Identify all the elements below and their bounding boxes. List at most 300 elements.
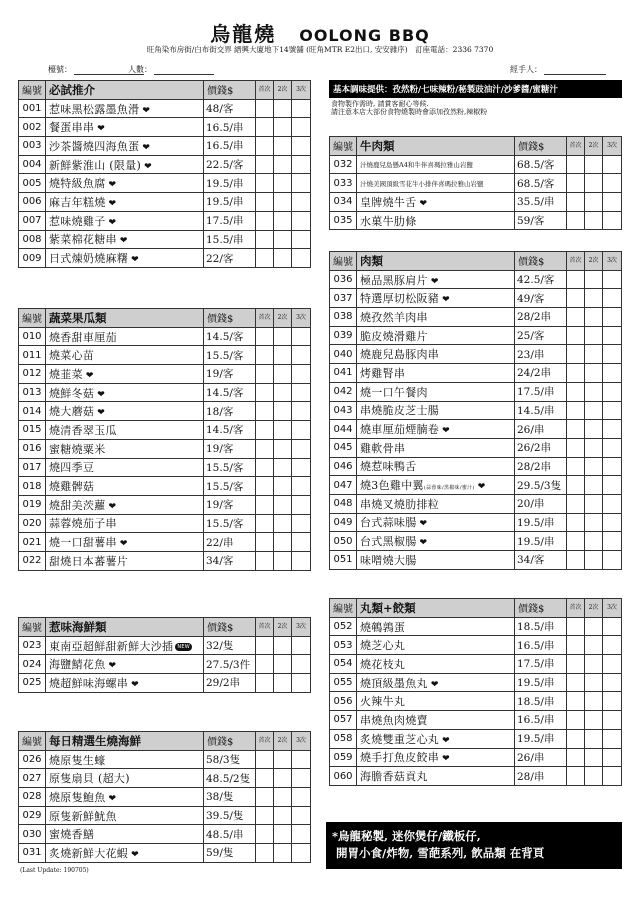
first-order-qty-cell[interactable] [567, 748, 585, 767]
first-order-qty-cell[interactable] [256, 99, 274, 118]
heart-icon: ❤ [108, 793, 117, 804]
restaurant-title [210, 22, 429, 46]
second-order-qty-cell[interactable] [274, 458, 292, 477]
first-order-qty-cell[interactable] [567, 655, 585, 674]
column-price-header: 價錢$ [515, 252, 567, 271]
menu-item-row [330, 748, 622, 767]
item-name: 雞軟骨串 [360, 441, 406, 455]
first-order-qty-cell[interactable] [256, 844, 274, 863]
section-seafood [18, 617, 311, 693]
third-order-qty-cell[interactable] [292, 551, 311, 570]
second-order-qty-cell[interactable] [585, 692, 603, 711]
footer-line-2: 開胃小食/炸物, 雪葩系列, 飲品類 在背頁 [336, 846, 545, 860]
second-order-qty-cell[interactable] [585, 420, 603, 439]
first-order-qty-cell[interactable] [256, 137, 274, 156]
third-order-qty-cell[interactable] [603, 193, 622, 212]
item-name-cell [46, 533, 204, 552]
second-order-qty-cell[interactable] [585, 345, 603, 364]
item-name: 麻吉年糕燒 [49, 195, 106, 209]
first-order-qty-cell[interactable] [567, 532, 585, 551]
item-name: 燒四季豆 [49, 461, 95, 475]
third-order-qty-cell[interactable] [292, 825, 311, 844]
third-order-qty-cell[interactable] [603, 457, 622, 476]
item-name-cell [46, 211, 204, 230]
item-price: 14.5/客 [204, 383, 256, 402]
item-name-cell [357, 494, 515, 513]
second-order-qty-cell[interactable] [585, 617, 603, 636]
second-order-qty-cell[interactable] [585, 711, 603, 730]
column-second-order-header: 2次 [585, 252, 603, 271]
first-order-qty-cell[interactable] [256, 327, 274, 346]
item-number: 014 [19, 402, 46, 421]
item-name-cell [46, 155, 204, 174]
item-name: 燒3色雞中翼 [360, 479, 424, 493]
heart-icon: ❤ [419, 519, 428, 530]
third-order-qty-cell[interactable] [603, 513, 622, 532]
item-name-cell [357, 211, 515, 230]
third-order-qty-cell[interactable] [292, 327, 311, 346]
second-order-qty-cell[interactable] [274, 99, 292, 118]
second-order-qty-cell[interactable] [585, 382, 603, 401]
first-order-qty-cell[interactable] [567, 193, 585, 212]
third-order-qty-cell[interactable] [292, 402, 311, 421]
third-order-qty-cell[interactable] [292, 383, 311, 402]
first-order-qty-cell[interactable] [567, 617, 585, 636]
first-order-qty-cell[interactable] [567, 476, 585, 495]
item-price: 26/串 [515, 748, 567, 767]
second-order-qty-cell[interactable] [585, 673, 603, 692]
first-order-qty-cell[interactable] [567, 636, 585, 655]
item-name: 燒車厘茄煙腩卷 [360, 423, 440, 437]
third-order-qty-cell[interactable] [603, 211, 622, 230]
first-order-qty-cell[interactable] [567, 457, 585, 476]
item-name-cell [357, 382, 515, 401]
item-name-cell [357, 457, 515, 476]
first-order-qty-cell[interactable] [256, 193, 274, 212]
third-order-qty-cell[interactable] [292, 230, 311, 249]
item-price: 19/客 [204, 495, 256, 514]
third-order-qty-cell[interactable] [603, 729, 622, 748]
last-update: (Last Update: 190705) [20, 867, 89, 874]
second-order-qty-cell[interactable] [585, 748, 603, 767]
footer-notice [326, 822, 622, 869]
item-number: 054 [330, 655, 357, 674]
second-order-qty-cell[interactable] [585, 551, 603, 570]
column-id-header: 編號 [19, 732, 46, 751]
third-order-qty-cell[interactable] [292, 421, 311, 440]
second-order-qty-cell[interactable] [585, 326, 603, 345]
second-order-qty-cell[interactable] [274, 118, 292, 137]
first-order-qty-cell[interactable] [256, 750, 274, 769]
section-daily-seafood [18, 731, 311, 863]
first-order-qty-cell[interactable] [256, 495, 274, 514]
second-order-qty-cell[interactable] [585, 457, 603, 476]
third-order-qty-cell[interactable] [292, 750, 311, 769]
column-third-order-header: 3次 [292, 309, 311, 328]
item-name: 燒大蘑菇 [49, 405, 95, 419]
item-name: 台式蒜味腸 [360, 516, 417, 530]
column-third-order-header: 3次 [292, 81, 311, 100]
second-order-qty-cell[interactable] [585, 438, 603, 457]
item-name-cell [46, 230, 204, 249]
item-price: 14.5/客 [204, 421, 256, 440]
first-order-qty-cell[interactable] [567, 345, 585, 364]
third-order-qty-cell[interactable] [292, 211, 311, 230]
third-order-qty-cell[interactable] [292, 249, 311, 268]
second-order-qty-cell[interactable] [274, 211, 292, 230]
first-order-qty-cell[interactable] [567, 729, 585, 748]
first-order-qty-cell[interactable] [567, 289, 585, 308]
second-order-qty-cell[interactable] [585, 767, 603, 786]
item-name: 燒孜然羊肉串 [360, 310, 428, 324]
first-order-qty-cell[interactable] [256, 769, 274, 788]
third-order-qty-cell[interactable] [292, 533, 311, 552]
item-number: 043 [330, 401, 357, 420]
heart-icon: ❤ [131, 849, 139, 860]
item-price: 19.5/串 [204, 174, 256, 193]
third-order-qty-cell[interactable] [292, 788, 311, 807]
heart-icon: ❤ [142, 142, 151, 153]
item-price: 18.5/串 [515, 617, 567, 636]
first-order-qty-cell[interactable] [256, 514, 274, 533]
column-second-order-header: 2次 [274, 309, 292, 328]
second-order-qty-cell[interactable] [274, 477, 292, 496]
second-order-qty-cell[interactable] [585, 476, 603, 495]
second-order-qty-cell[interactable] [274, 421, 292, 440]
section-must-try [18, 80, 311, 268]
item-number: 036 [330, 270, 357, 289]
item-price: 22/客 [204, 249, 256, 268]
second-order-qty-cell[interactable] [585, 729, 603, 748]
third-order-qty-cell[interactable] [603, 270, 622, 289]
item-number: 042 [330, 382, 357, 401]
first-order-qty-cell[interactable] [567, 494, 585, 513]
second-order-qty-cell[interactable] [274, 346, 292, 365]
column-price-header: 價錢$ [515, 599, 567, 618]
header-row [330, 137, 622, 156]
item-name: 炙燒新鮮大花蝦 [49, 846, 129, 860]
item-name: 串燒脆皮芝士腸 [360, 404, 440, 418]
first-order-qty-cell[interactable] [256, 655, 274, 674]
column-second-order-header: 2次 [585, 599, 603, 618]
third-order-qty-cell[interactable] [292, 193, 311, 212]
third-order-qty-cell[interactable] [603, 551, 622, 570]
menu-item-row [19, 495, 311, 514]
item-name-cell [46, 174, 204, 193]
first-order-qty-cell[interactable] [567, 326, 585, 345]
item-number: 057 [330, 711, 357, 730]
first-order-qty-cell[interactable] [256, 155, 274, 174]
second-order-qty-cell[interactable] [585, 532, 603, 551]
first-order-qty-cell[interactable] [256, 402, 274, 421]
item-number: 045 [330, 438, 357, 457]
second-order-qty-cell[interactable] [274, 193, 292, 212]
third-order-qty-cell[interactable] [603, 476, 622, 495]
item-name-cell [46, 477, 204, 496]
item-name-cell [46, 495, 204, 514]
third-order-qty-cell[interactable] [603, 767, 622, 786]
third-order-qty-cell[interactable] [603, 711, 622, 730]
first-order-qty-cell[interactable] [256, 533, 274, 552]
third-order-qty-cell[interactable] [292, 365, 311, 384]
first-order-qty-cell[interactable] [567, 513, 585, 532]
first-order-qty-cell[interactable] [567, 211, 585, 230]
first-order-qty-cell[interactable] [567, 420, 585, 439]
third-order-qty-cell[interactable] [603, 345, 622, 364]
item-number: 035 [330, 211, 357, 230]
first-order-qty-cell[interactable] [256, 230, 274, 249]
third-order-qty-cell[interactable] [292, 655, 311, 674]
first-order-qty-cell[interactable] [567, 382, 585, 401]
first-order-qty-cell[interactable] [256, 806, 274, 825]
third-order-qty-cell[interactable] [292, 674, 311, 693]
first-order-qty-cell[interactable] [567, 270, 585, 289]
item-name: 汁燒美國頂級雪花牛小排伴喜瑪拉雅山岩鹽 [360, 179, 484, 188]
first-order-qty-cell[interactable] [256, 383, 274, 402]
third-order-qty-cell[interactable] [603, 673, 622, 692]
second-order-qty-cell[interactable] [585, 513, 603, 532]
second-order-qty-cell[interactable] [585, 401, 603, 420]
item-number: 050 [330, 532, 357, 551]
third-order-qty-cell[interactable] [292, 495, 311, 514]
first-order-qty-cell[interactable] [256, 439, 274, 458]
third-order-qty-cell[interactable] [603, 532, 622, 551]
second-order-qty-cell[interactable] [585, 636, 603, 655]
column-second-order-header: 2次 [274, 81, 292, 100]
item-price: 17.5/串 [204, 211, 256, 230]
address-line: 旺角染布房街/白布街交界 縉興大廈地下14號舖 (旺角MTR E2出口, 安安雜序) 訂座電話：2336 7370 [146, 45, 494, 54]
second-order-qty-cell[interactable] [274, 137, 292, 156]
second-order-qty-cell[interactable] [585, 308, 603, 327]
first-order-qty-cell[interactable] [567, 174, 585, 193]
column-third-order-header: 3次 [603, 252, 622, 271]
first-order-qty-cell[interactable] [256, 458, 274, 477]
menu-item-row [330, 193, 622, 212]
item-name-cell [357, 401, 515, 420]
third-order-qty-cell[interactable] [292, 118, 311, 137]
third-order-qty-cell[interactable] [603, 617, 622, 636]
item-name-cell [357, 364, 515, 383]
item-name: 燒手打魚皮餃串 [360, 751, 440, 765]
second-order-qty-cell[interactable] [274, 402, 292, 421]
first-order-qty-cell[interactable] [256, 636, 274, 655]
third-order-qty-cell[interactable] [603, 438, 622, 457]
second-order-qty-cell[interactable] [585, 655, 603, 674]
third-order-qty-cell[interactable] [603, 289, 622, 308]
first-order-qty-cell[interactable] [256, 365, 274, 384]
third-order-qty-cell[interactable] [292, 137, 311, 156]
first-order-qty-cell[interactable] [567, 155, 585, 174]
first-order-qty-cell[interactable] [256, 674, 274, 693]
third-order-qty-cell[interactable] [603, 401, 622, 420]
item-price: 48.5/串 [204, 825, 256, 844]
second-order-qty-cell[interactable] [274, 249, 292, 268]
column-third-order-header: 3次 [292, 618, 311, 637]
second-order-qty-cell[interactable] [274, 514, 292, 533]
menu-item-row [330, 692, 622, 711]
first-order-qty-cell[interactable] [567, 692, 585, 711]
second-order-qty-cell[interactable] [585, 155, 603, 174]
first-order-qty-cell[interactable] [256, 421, 274, 440]
second-order-qty-cell[interactable] [585, 494, 603, 513]
seasoning-note-1: 食物製作需時, 請賞客耐心等候. [331, 100, 429, 108]
menu-item-row [330, 289, 622, 308]
column-price-header: 價錢$ [204, 732, 256, 751]
first-order-qty-cell[interactable] [256, 825, 274, 844]
item-name: 燒一口甜薯串 [49, 536, 117, 550]
item-name: 水菓牛肋條 [360, 214, 417, 228]
second-order-qty-cell[interactable] [274, 844, 292, 863]
first-order-qty-cell[interactable] [567, 673, 585, 692]
menu-item-row [19, 155, 311, 174]
item-name: 燒鵪鶉蛋 [360, 620, 406, 634]
first-order-qty-cell[interactable] [567, 711, 585, 730]
item-number: 017 [19, 458, 46, 477]
second-order-qty-cell[interactable] [274, 174, 292, 193]
column-first-order-header: 首次 [567, 599, 585, 618]
third-order-qty-cell[interactable] [603, 174, 622, 193]
first-order-qty-cell[interactable] [256, 477, 274, 496]
column-second-order-header: 2次 [274, 618, 292, 637]
third-order-qty-cell[interactable] [292, 458, 311, 477]
item-name: 台式黑椒腸 [360, 535, 417, 549]
second-order-qty-cell[interactable] [585, 193, 603, 212]
item-price: 15.5/客 [204, 477, 256, 496]
second-order-qty-cell[interactable] [274, 788, 292, 807]
first-order-qty-cell[interactable] [256, 174, 274, 193]
item-price: 17.5/串 [515, 382, 567, 401]
menu-item-row [330, 382, 622, 401]
second-order-qty-cell[interactable] [274, 155, 292, 174]
menu-item-row [19, 514, 311, 533]
third-order-qty-cell[interactable] [292, 769, 311, 788]
third-order-qty-cell[interactable] [292, 174, 311, 193]
third-order-qty-cell[interactable] [292, 155, 311, 174]
first-order-qty-cell[interactable] [256, 249, 274, 268]
item-name: 甜燒日本蕃薯片 [49, 554, 129, 568]
third-order-qty-cell[interactable] [603, 382, 622, 401]
third-order-qty-cell[interactable] [603, 494, 622, 513]
item-number: 004 [19, 155, 46, 174]
heart-icon: ❤ [97, 408, 106, 419]
item-name: 海鹽鯖花魚 [49, 658, 106, 672]
second-order-qty-cell[interactable] [274, 439, 292, 458]
second-order-qty-cell[interactable] [585, 174, 603, 193]
third-order-qty-cell[interactable] [603, 308, 622, 327]
item-name: 極品黑豚肩片 [360, 273, 428, 287]
second-order-qty-cell[interactable] [274, 636, 292, 655]
third-order-qty-cell[interactable] [292, 346, 311, 365]
second-order-qty-cell[interactable] [274, 750, 292, 769]
first-order-qty-cell[interactable] [256, 211, 274, 230]
second-order-qty-cell[interactable] [274, 769, 292, 788]
table-number-label: 檯號： [48, 65, 72, 74]
third-order-qty-cell[interactable] [603, 420, 622, 439]
third-order-qty-cell[interactable] [603, 748, 622, 767]
item-name: 餐蛋串串 [49, 121, 95, 135]
third-order-qty-cell[interactable] [292, 477, 311, 496]
item-name: 燒菜心苗 [49, 349, 95, 363]
item-price: 29.5/3隻 [515, 476, 567, 495]
first-order-qty-cell[interactable] [256, 118, 274, 137]
item-number: 001 [19, 99, 46, 118]
second-order-qty-cell[interactable] [274, 825, 292, 844]
second-order-qty-cell[interactable] [274, 655, 292, 674]
third-order-qty-cell[interactable] [603, 364, 622, 383]
third-order-qty-cell[interactable] [292, 439, 311, 458]
second-order-qty-cell[interactable] [274, 230, 292, 249]
item-name-cell [46, 383, 204, 402]
second-order-qty-cell[interactable] [274, 495, 292, 514]
third-order-qty-cell[interactable] [603, 655, 622, 674]
item-price: 38/隻 [204, 788, 256, 807]
first-order-qty-cell[interactable] [567, 308, 585, 327]
second-order-qty-cell[interactable] [274, 327, 292, 346]
item-name-cell [357, 617, 515, 636]
item-name: 原隻扇貝 (超大) [49, 772, 130, 786]
third-order-qty-cell[interactable] [603, 155, 622, 174]
third-order-qty-cell[interactable] [292, 99, 311, 118]
third-order-qty-cell[interactable] [292, 806, 311, 825]
first-order-qty-cell[interactable] [567, 364, 585, 383]
item-name-cell [357, 513, 515, 532]
menu-item-row [330, 655, 622, 674]
second-order-qty-cell[interactable] [585, 364, 603, 383]
item-number: 026 [19, 750, 46, 769]
first-order-qty-cell[interactable] [256, 788, 274, 807]
second-order-qty-cell[interactable] [274, 551, 292, 570]
second-order-qty-cell[interactable] [585, 270, 603, 289]
menu-item-row [330, 513, 622, 532]
first-order-qty-cell[interactable] [567, 767, 585, 786]
item-number: 013 [19, 383, 46, 402]
third-order-qty-cell[interactable] [603, 636, 622, 655]
third-order-qty-cell[interactable] [292, 844, 311, 863]
column-first-order-header: 首次 [256, 618, 274, 637]
item-number: 021 [19, 533, 46, 552]
item-name-cell [357, 711, 515, 730]
item-price: 28/串 [515, 767, 567, 786]
third-order-qty-cell[interactable] [603, 692, 622, 711]
third-order-qty-cell[interactable] [603, 326, 622, 345]
second-order-qty-cell[interactable] [274, 365, 292, 384]
second-order-qty-cell[interactable] [274, 674, 292, 693]
second-order-qty-cell[interactable] [585, 211, 603, 230]
third-order-qty-cell[interactable] [292, 514, 311, 533]
item-number: 025 [19, 674, 46, 693]
item-price: 16.5/串 [515, 711, 567, 730]
item-name: 蒜蓉燒茄子串 [49, 517, 117, 531]
first-order-qty-cell[interactable] [567, 438, 585, 457]
first-order-qty-cell[interactable] [256, 346, 274, 365]
first-order-qty-cell[interactable] [567, 551, 585, 570]
item-number: 058 [330, 729, 357, 748]
second-order-qty-cell[interactable] [585, 289, 603, 308]
item-number: 047 [330, 476, 357, 495]
second-order-qty-cell[interactable] [274, 383, 292, 402]
first-order-qty-cell[interactable] [256, 551, 274, 570]
item-name: 燒芝心丸 [360, 639, 406, 653]
item-number: 003 [19, 137, 46, 156]
second-order-qty-cell[interactable] [274, 533, 292, 552]
heart-icon: ❤ [419, 198, 428, 209]
item-name: 特選厚切松阪豬 [360, 292, 440, 306]
menu-item-row [330, 711, 622, 730]
first-order-qty-cell[interactable] [567, 401, 585, 420]
third-order-qty-cell[interactable] [292, 636, 311, 655]
second-order-qty-cell[interactable] [274, 806, 292, 825]
item-price: 34/客 [204, 551, 256, 570]
